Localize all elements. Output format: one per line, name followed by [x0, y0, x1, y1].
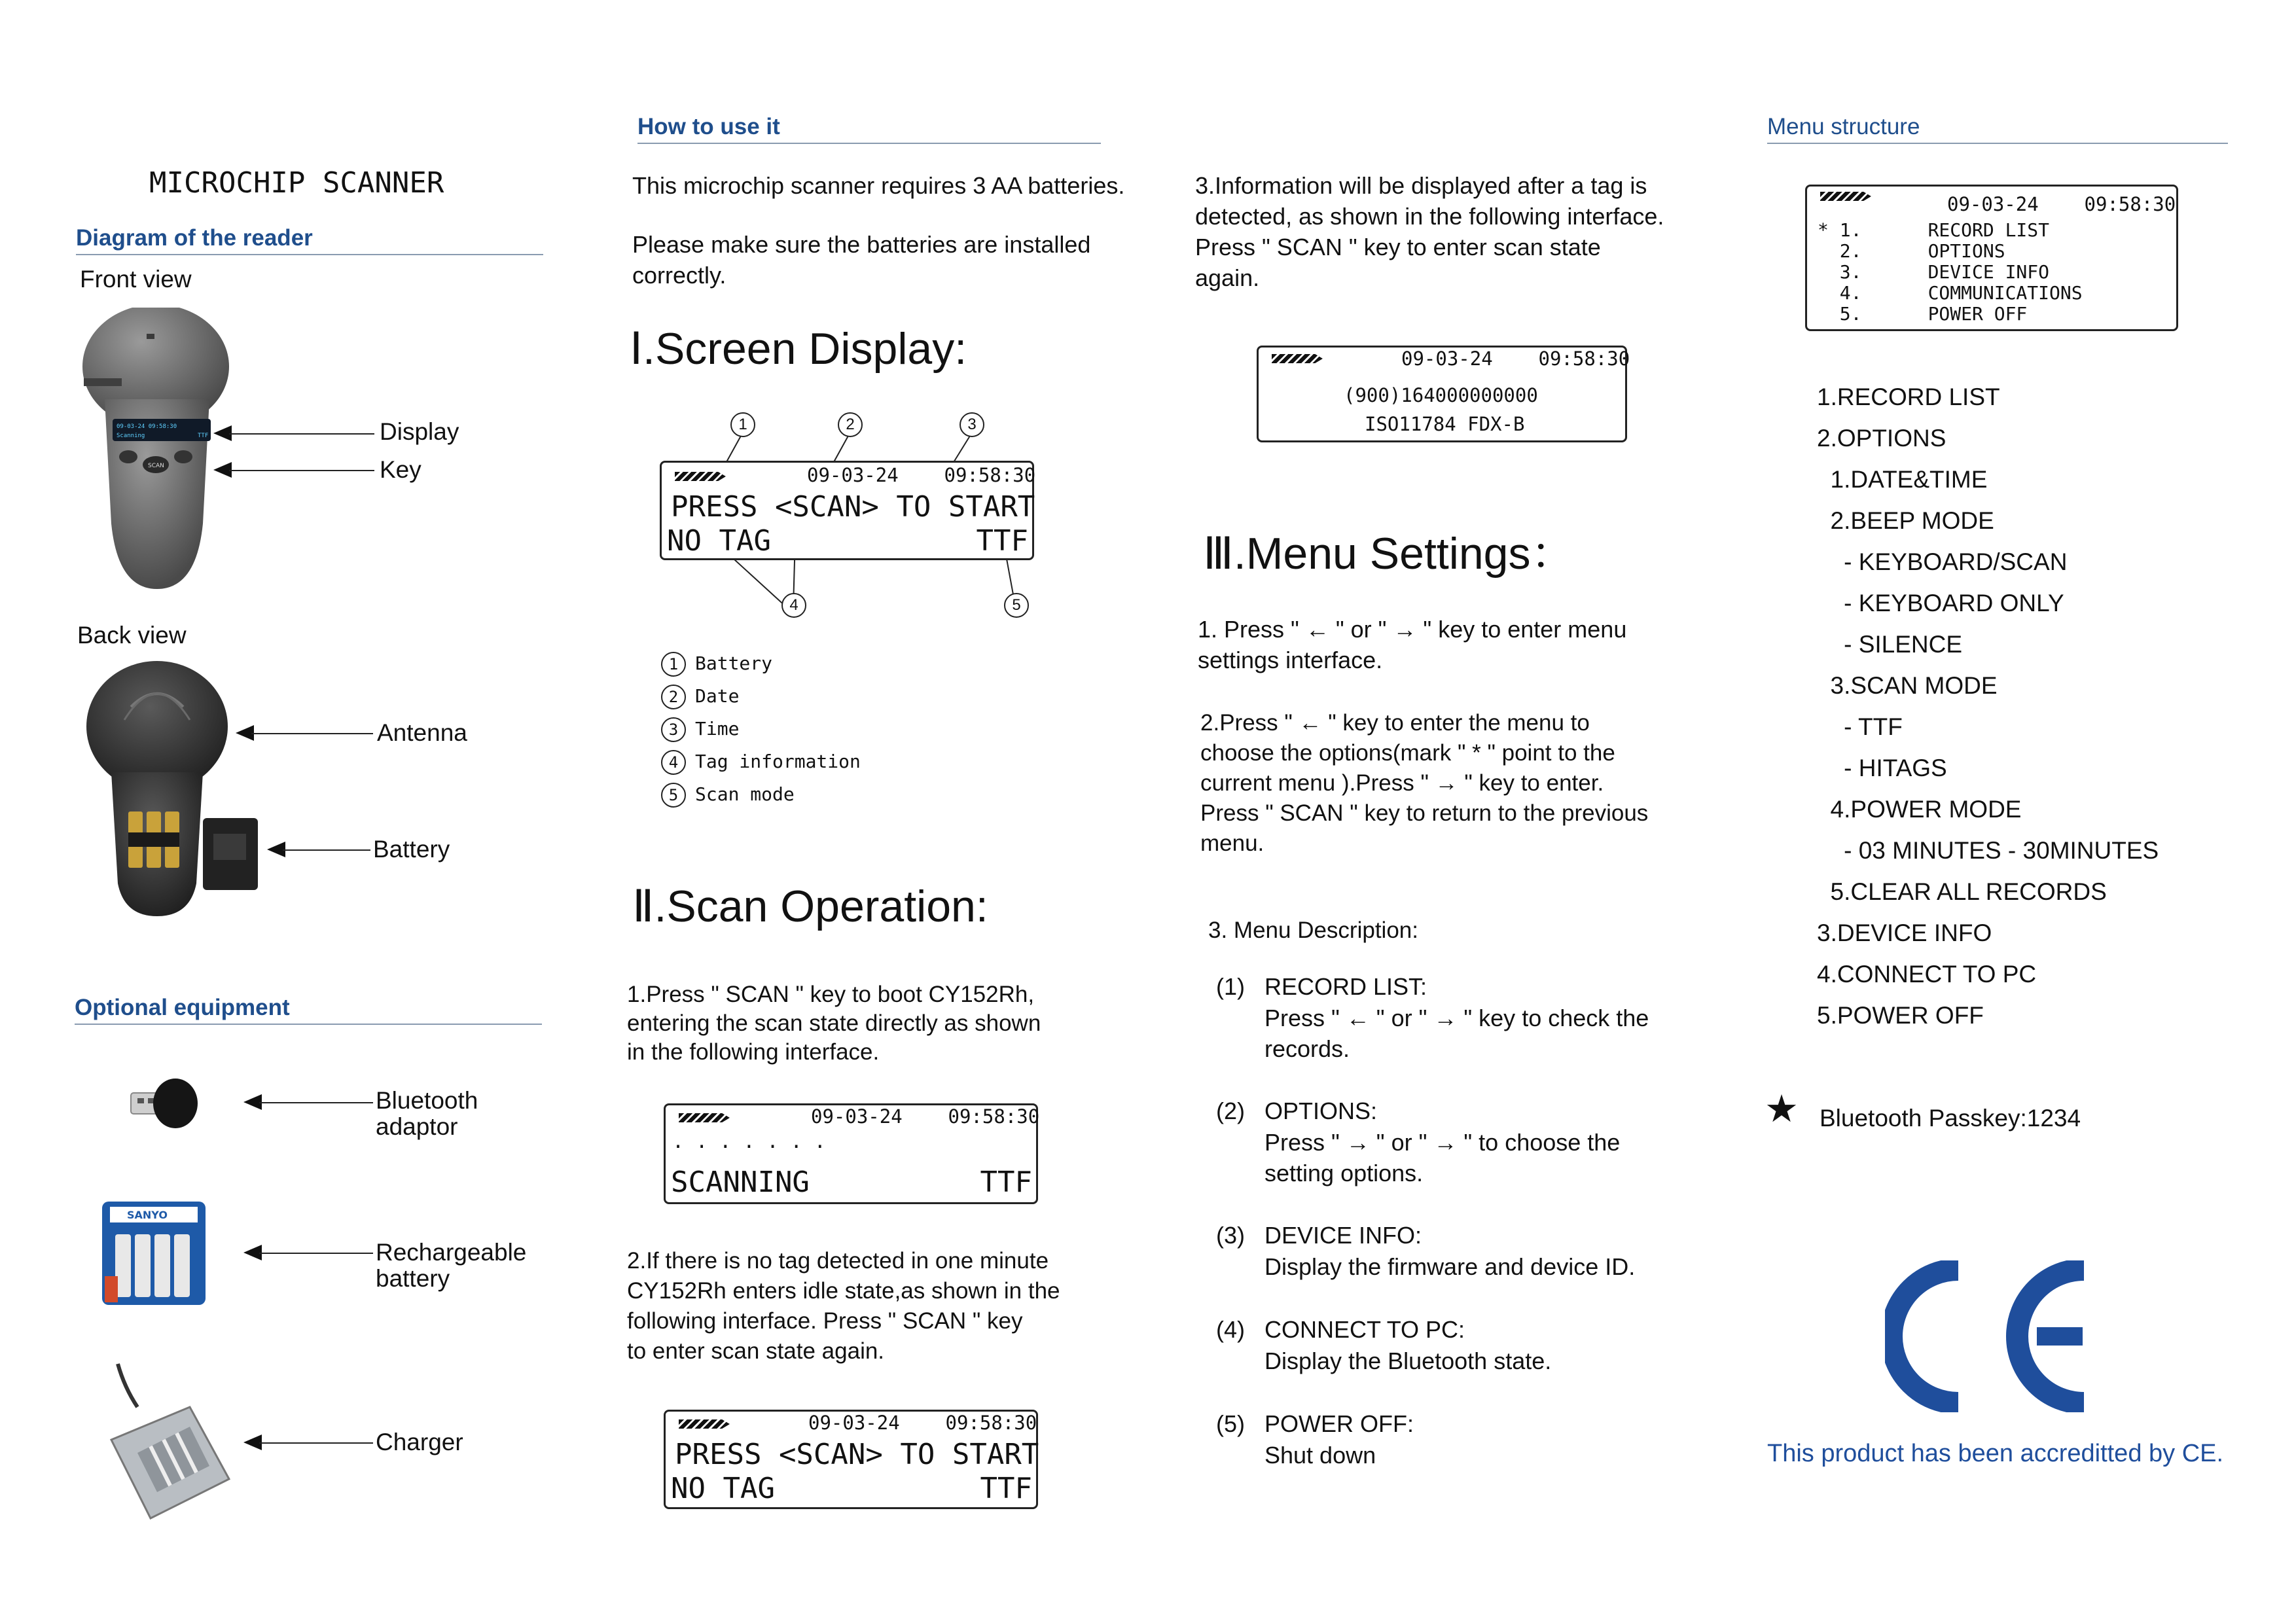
device-screen-status: Scanning: [117, 433, 145, 439]
lcd-datetime: 09-03-24 09:58:30: [1401, 348, 1630, 370]
lcd-tag-detected: [1257, 346, 1630, 442]
optional-equipment-heading: Optional equipment: [75, 995, 542, 1025]
rechargeable-battery-label: Rechargeable battery: [376, 1239, 527, 1292]
legend-date-text: Date: [695, 685, 740, 707]
lcd-tag-standard: ISO11784 FDX-B: [1365, 413, 1525, 435]
key-label: Key: [380, 456, 422, 483]
callout-4: 4: [781, 593, 806, 618]
front-view-label: Front view: [80, 266, 192, 293]
lcd-line1: PRESS <SCAN> TO START: [671, 490, 1035, 524]
back-view-label: Back view: [77, 622, 187, 649]
lcd-scanning: [664, 1103, 1038, 1204]
menu-tree-item: - SILENCE: [1817, 631, 1963, 658]
lcd-datetime: 09-03-24 09:58:30: [1947, 193, 2176, 215]
lcd-line2-right: TTF: [980, 1472, 1032, 1505]
menu-tree-item: - KEYBOARD/SCAN: [1817, 548, 2068, 575]
menu-tree-item: 4.CONNECT TO PC: [1817, 961, 2037, 988]
battery-icon: [679, 1113, 730, 1122]
lcd-datetime: 09-03-24 09:58:30: [807, 464, 1036, 486]
lcd-line2-left: SCANNING: [671, 1166, 810, 1199]
lcd-line2-left: NO TAG: [667, 524, 771, 558]
desc-1-text: Press " ← " or " → " key to check the records.: [1265, 1005, 1649, 1062]
menu-tree-item: 2.OPTIONS: [1817, 425, 1946, 452]
scan-step-2: 2.If there is no tag detected in one minute CY152Rh enters idle state,as shown in the following interface. Press " SCAN " key to enter scan state again.: [627, 1248, 1060, 1364]
menu-tree-item: - TTF: [1817, 713, 1903, 740]
antenna-arrow-line: [251, 733, 373, 734]
legend-tag-info-text: Tag information: [695, 751, 861, 772]
desc-3-num: (3): [1216, 1222, 1245, 1249]
intro-install: Please make sure the batteries are installed correctly.: [632, 231, 1091, 289]
menu-settings-heading: Ⅲ.Menu Settings：: [1203, 529, 1575, 579]
battery-arrow-line: [283, 849, 370, 851]
rechargeable-arrow-line: [259, 1253, 373, 1254]
legend-scan-mode-text: Scan mode: [695, 783, 795, 805]
desc-2-num: (2): [1216, 1097, 1245, 1124]
menu-tree-item: - 03 MINUTES - 30MINUTES: [1817, 837, 2159, 864]
menu-structure-heading: Menu structure: [1767, 114, 2228, 144]
lcd-idle: [664, 1410, 1038, 1509]
back-view-device-illustration: [85, 661, 281, 923]
legend-tag-info: [661, 750, 861, 775]
lcd-datetime: 09-03-24 09:58:30: [808, 1412, 1037, 1434]
scan-operation-heading: Ⅱ.Scan Operation:: [632, 882, 988, 931]
menu-step-1: 1. Press " ← " or " → " key to enter menu settings interface.: [1198, 616, 1627, 673]
desc-2-title: OPTIONS:: [1265, 1097, 1378, 1124]
legend-num-2: 2: [661, 685, 686, 709]
bluetooth-passkey: Bluetooth Passkey:1234: [1820, 1105, 2081, 1132]
lcd-progress-dots: . . . . . . .: [672, 1130, 826, 1153]
how-to-use-heading: How to use it: [637, 114, 1101, 144]
key-arrow-line: [229, 470, 374, 471]
desc-1-num: (1): [1216, 973, 1245, 1000]
menu-tree-item: 1.RECORD LIST: [1817, 383, 2000, 410]
lcd-line1: PRESS <SCAN> TO START: [675, 1438, 1039, 1471]
bluetooth-arrow-line: [259, 1102, 373, 1103]
legend-date: [661, 685, 739, 709]
lcd-menu-row-5: 5. POWER OFF: [1818, 303, 2028, 325]
menu-tree-item: 5.POWER OFF: [1817, 1002, 1984, 1029]
callout-5: 5: [1004, 593, 1029, 618]
menu-tree-item: 1.DATE&TIME: [1817, 466, 1988, 493]
charger-label: Charger: [376, 1429, 463, 1455]
menu-tree-item: 3.SCAN MODE: [1817, 672, 1998, 699]
desc-3-title: DEVICE INFO:: [1265, 1222, 1422, 1249]
lcd-screen-display: [660, 461, 1034, 560]
lcd-datetime: 09-03-24 09:58:30: [811, 1105, 1040, 1128]
legend-scan-mode: [661, 783, 795, 808]
menu-tree-item: - HITAGS: [1817, 755, 1947, 781]
lcd-tag-number: (900)164000000000: [1344, 384, 1538, 406]
desc-5-title: POWER OFF:: [1265, 1410, 1414, 1437]
battery-icon: [679, 1419, 730, 1429]
front-view-device-illustration: [79, 308, 236, 596]
menu-tree-item: 5.CLEAR ALL RECORDS: [1817, 878, 2107, 905]
legend-battery-text: Battery: [695, 652, 773, 674]
lcd-line2-right: TTF: [976, 524, 1028, 558]
desc-4-text: Display the Bluetooth state.: [1265, 1347, 1552, 1374]
display-label: Display: [380, 418, 459, 445]
desc-5-num: (5): [1216, 1410, 1245, 1437]
legend-battery: [661, 652, 772, 677]
menu-tree-item: 4.POWER MODE: [1817, 796, 2022, 823]
battery-icon: [1820, 192, 1871, 201]
charger-arrow-line: [259, 1442, 373, 1444]
desc-3-text: Display the firmware and device ID.: [1265, 1253, 1636, 1280]
screen-display-heading: Ⅰ.Screen Display:: [630, 324, 967, 374]
diagram-heading: Diagram of the reader: [76, 225, 543, 255]
menu-step-2: 2.Press " ← " key to enter the menu to choose the options(mark " * " point to the current menu ).Press " → " key to enter. Press " SCAN " key to return to the previous menu.: [1200, 710, 1649, 856]
desc-5-text: Shut down: [1265, 1442, 1376, 1469]
rechargeable-battery-illustration: [98, 1198, 209, 1309]
device-screen-datetime: 09-03-24 09:58:30: [117, 423, 177, 430]
device-screen-mode: TTF: [198, 433, 209, 439]
menu-tree-item: - KEYBOARD ONLY: [1817, 590, 2064, 616]
battery-icon: [1272, 354, 1323, 363]
charger-illustration: [98, 1361, 236, 1538]
desc-4-num: (4): [1216, 1316, 1245, 1343]
intro-batteries: This microchip scanner requires 3 AA batteries.: [632, 172, 1125, 199]
legend-num-3: 3: [661, 717, 686, 742]
legend-num-1: 1: [661, 652, 686, 677]
desc-4-title: CONNECT TO PC:: [1265, 1316, 1465, 1343]
legend-num-4: 4: [661, 750, 686, 775]
desc-2-text: Press " → " or " → " to choose the setting options.: [1265, 1129, 1621, 1186]
lcd-menu-row-2: 2. OPTIONS: [1818, 240, 2005, 262]
menu-tree-item: 2.BEEP MODE: [1817, 507, 1994, 534]
legend-time-text: Time: [695, 718, 740, 740]
legend-time: [661, 717, 739, 742]
menu-tree-item: 3.DEVICE INFO: [1817, 919, 1992, 946]
lcd-menu: [1805, 185, 2178, 331]
callout-3: 3: [960, 412, 984, 437]
ce-accreditation-text: This product has been accreditted by CE.: [1767, 1440, 2224, 1467]
scan-step-1: 1.Press " SCAN " key to boot CY152Rh, entering the scan state directly as shown in the following interface.: [627, 982, 1041, 1065]
lcd-line2-right: TTF: [980, 1166, 1032, 1199]
antenna-label: Antenna: [377, 719, 467, 746]
lcd-menu-row-1: * 1. RECORD LIST: [1818, 219, 2050, 241]
scan-step-3: 3.Information will be displayed after a tag is detected, as shown in the following interface. Press " SCAN " key to enter scan state again.: [1195, 172, 1664, 291]
callout-1: 1: [730, 412, 755, 437]
lcd-menu-row-3: 3. DEVICE INFO: [1818, 261, 2050, 283]
display-arrow-line: [229, 433, 374, 435]
menu-step-3: 3. Menu Description:: [1208, 918, 1418, 943]
device-scan-key-label: SCAN: [148, 463, 164, 469]
ce-mark-icon: [1885, 1260, 2108, 1412]
lcd-line2-left: NO TAG: [671, 1472, 775, 1505]
page-title: MICROCHIP SCANNER: [149, 166, 444, 200]
battery-brand-text: SANYO: [127, 1209, 168, 1221]
bluetooth-adaptor-illustration: [128, 1073, 200, 1132]
callout-2: 2: [838, 412, 863, 437]
star-icon: ★: [1765, 1088, 1799, 1130]
battery-icon: [675, 472, 726, 481]
battery-label: Battery: [373, 836, 450, 863]
bluetooth-adaptor-label: Bluetooth adaptor: [376, 1087, 478, 1140]
desc-1-title: RECORD LIST:: [1265, 973, 1427, 1000]
lcd-menu-row-4: 4. COMMUNICATIONS: [1818, 282, 2083, 304]
legend-num-5: 5: [661, 783, 686, 808]
